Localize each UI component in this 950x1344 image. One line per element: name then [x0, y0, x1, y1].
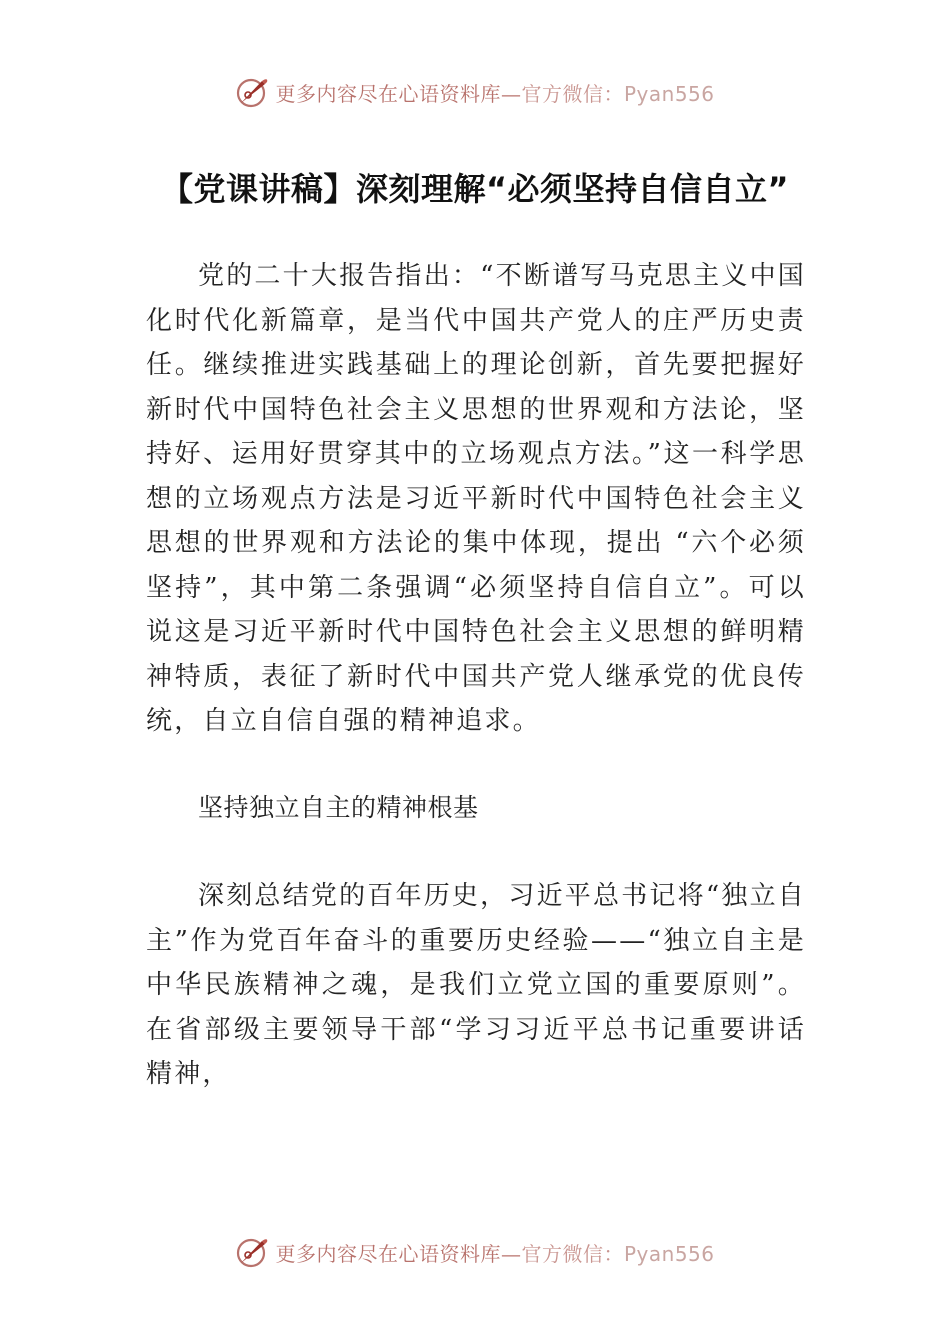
header-watermark	[0, 72, 950, 112]
body-paragraph-2-container	[146, 874, 806, 1097]
body-paragraph-1: 党的二十大报告指出：“不断谱写马克思主义中国化时代化新篇章，是当代中国共产党人的庄严历史责任。继续推进实践基础上的理论创新，首先要把握好新时代中国特色社会主义思想的世界观和方法论，坚持好、运用好贯穿其中的立场观点方法。”这一科学思想的立场观点方法是习近平新时代中国特色社会主义思想的世界观和方法论的集中体现，提出 “六个必须坚持”，其中第二条强调“必须坚持自信自立”。可以说这是习近平新时代中国特色社会主义思想的鲜明精神特质，表征了新时代中国共产党人继承党的优良传统，自立自信自强的精神追求。	[146, 261, 806, 736]
quill-circle-logo-icon	[235, 75, 269, 109]
footer-watermark	[0, 1232, 950, 1272]
body-paragraph-1-container	[146, 254, 806, 744]
watermark-text: 更多内容尽在心语资料库—官方微信：Pyan556	[275, 81, 715, 106]
quill-circle-logo-icon	[235, 1235, 269, 1269]
watermark-text: 更多内容尽在心语资料库—官方微信：Pyan556	[275, 1241, 715, 1266]
section-heading: 坚持独立自主的精神根基	[198, 793, 479, 822]
document-title: 【党课讲稿】深刻理解“必须坚持自信自立”	[160, 170, 790, 208]
body-paragraph-2: 深刻总结党的百年历史，习近平总书记将“独立自主”作为党百年奋斗的重要历史经验——“独立自主是中华民族精神之魂，是我们立党立国的重要原则”。在省部级主要领导干部“学习习近平总书记重要讲话精神，	[146, 881, 806, 1089]
